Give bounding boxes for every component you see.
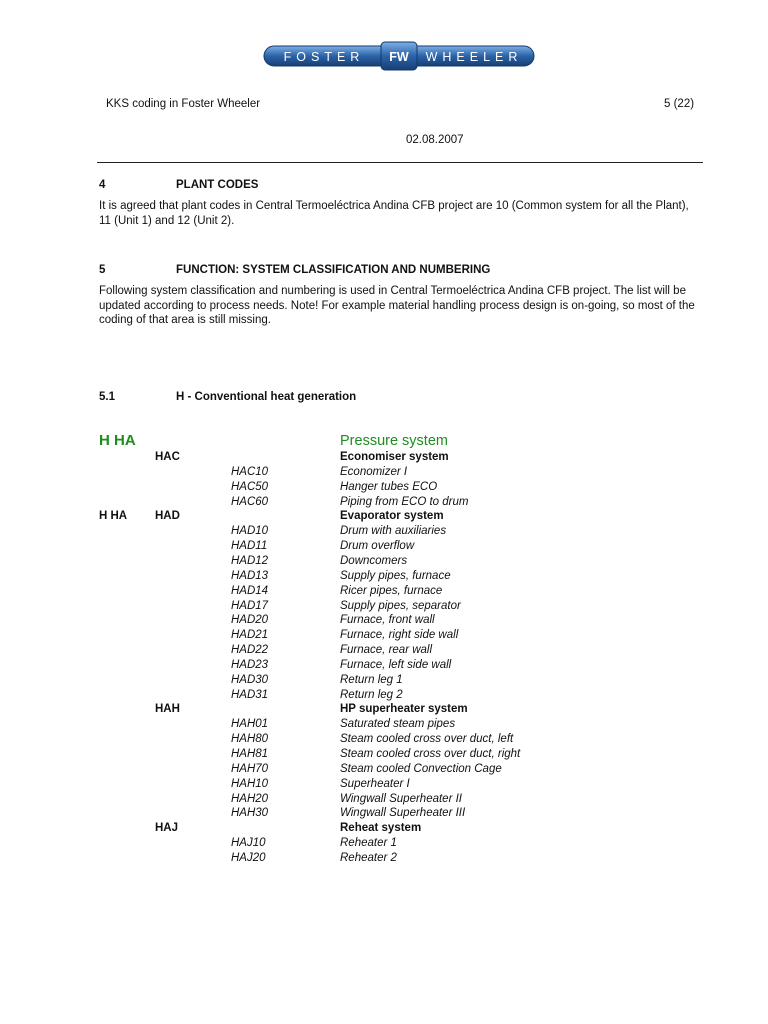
group-title: Economiser system xyxy=(340,451,449,463)
item-description: Piping from ECO to drum xyxy=(340,495,469,508)
group-prefix: H HA xyxy=(99,510,128,523)
item-code: HAC60 xyxy=(231,495,269,508)
item-description: Supply pipes, furnace xyxy=(340,569,451,582)
item-description: Furnace, right side wall xyxy=(340,629,459,642)
item-description: Furnace, front wall xyxy=(340,614,435,627)
item-code: HAH01 xyxy=(231,718,269,731)
doc-title: KKS coding in Foster Wheeler xyxy=(106,98,261,110)
group-title: Evaporator system xyxy=(340,510,444,523)
group-title: HP superheater system xyxy=(340,703,468,716)
item-description: Wingwall Superheater III xyxy=(340,807,466,820)
item-code: HAH20 xyxy=(231,792,269,805)
item-description: Ricer pipes, furnace xyxy=(340,584,443,597)
item-code: HAD22 xyxy=(231,644,269,657)
page-number: 5 (22) xyxy=(664,98,695,110)
group-code: HAH xyxy=(155,703,180,716)
doc-date: 02.08.2007 xyxy=(406,134,464,146)
item-code: HAD30 xyxy=(231,673,269,686)
item-code: HAD10 xyxy=(231,525,269,538)
item-description: Drum overflow xyxy=(340,540,415,553)
item-code: HAD13 xyxy=(231,569,269,582)
item-description: Downcomers xyxy=(340,554,408,567)
item-code: HAD20 xyxy=(231,614,269,627)
section-5-number: 5 xyxy=(99,264,106,276)
logo-text-right: WHEELER xyxy=(425,50,523,64)
item-description: Supply pipes, separator xyxy=(340,599,461,612)
item-code: HAD11 xyxy=(231,540,268,553)
item-description: Steam cooled Convection Cage xyxy=(340,762,502,775)
item-code: HAH80 xyxy=(231,733,269,746)
section-5-body: Following system classification and numbering is used in Central Termoeléctrica Andina CFB project. The list will be updated according to process needs. Note! For example material handling process design is on-going, so most of the coding of that area is still missing. xyxy=(99,285,695,327)
item-code: HAC10 xyxy=(231,465,269,478)
section-5-1-number: 5.1 xyxy=(99,391,115,403)
item-code: HAH70 xyxy=(231,762,269,775)
item-description: Furnace, rear wall xyxy=(340,644,433,657)
logo-mark: FW xyxy=(389,50,409,64)
item-description: Superheater I xyxy=(340,777,410,790)
table-heading-code: H HA xyxy=(99,432,136,449)
item-description: Reheater 1 xyxy=(340,837,397,850)
item-code: HAH81 xyxy=(231,748,269,760)
section-4-number: 4 xyxy=(99,179,106,191)
item-code: HAJ10 xyxy=(231,837,266,850)
section-5-title: FUNCTION: SYSTEM CLASSIFICATION AND NUMBERING xyxy=(176,264,491,276)
item-code: HAC50 xyxy=(231,480,269,493)
item-description: Return leg 1 xyxy=(340,673,403,686)
group-code: HAD xyxy=(155,510,180,523)
item-code: HAD23 xyxy=(231,658,269,671)
item-description: Steam cooled cross over duct, right xyxy=(340,748,521,760)
group-code: HAJ xyxy=(155,822,179,835)
item-description: Reheater 2 xyxy=(340,851,397,864)
item-description: Wingwall Superheater II xyxy=(340,792,462,805)
item-code: HAH10 xyxy=(231,777,269,790)
group-code: HAC xyxy=(155,451,180,463)
table-heading-title: Pressure system xyxy=(340,433,448,449)
item-description: Hanger tubes ECO xyxy=(340,480,438,493)
foster-wheeler-logo xyxy=(262,41,536,71)
item-code: HAD14 xyxy=(231,584,269,597)
logo-graphic xyxy=(262,41,536,71)
header-divider xyxy=(97,162,703,163)
logo-text-left: FOSTER xyxy=(283,50,365,64)
item-code: HAD21 xyxy=(231,629,269,642)
item-description: Economizer I xyxy=(340,465,408,478)
item-code: HAH30 xyxy=(231,807,269,820)
item-description: Steam cooled cross over duct, left xyxy=(340,733,514,746)
item-code: HAJ20 xyxy=(231,851,266,864)
item-description: Furnace, left side wall xyxy=(340,658,452,671)
group-title: Reheat system xyxy=(340,822,422,835)
item-code: HAD17 xyxy=(231,599,269,612)
section-4-body: It is agreed that plant codes in Central Termoeléctrica Andina CFB project are 10 (Common system for all the Plant), 11 (Unit 1) and 12 (Unit 2). xyxy=(99,200,689,227)
section-5-1-title: H - Conventional heat generation xyxy=(176,391,357,403)
item-description: Return leg 2 xyxy=(340,688,403,701)
section-4-title: PLANT CODES xyxy=(176,179,259,191)
item-code: HAD12 xyxy=(231,554,269,567)
item-description: Drum with auxiliaries xyxy=(340,525,447,538)
item-code: HAD31 xyxy=(231,688,269,701)
item-description: Saturated steam pipes xyxy=(340,718,456,731)
